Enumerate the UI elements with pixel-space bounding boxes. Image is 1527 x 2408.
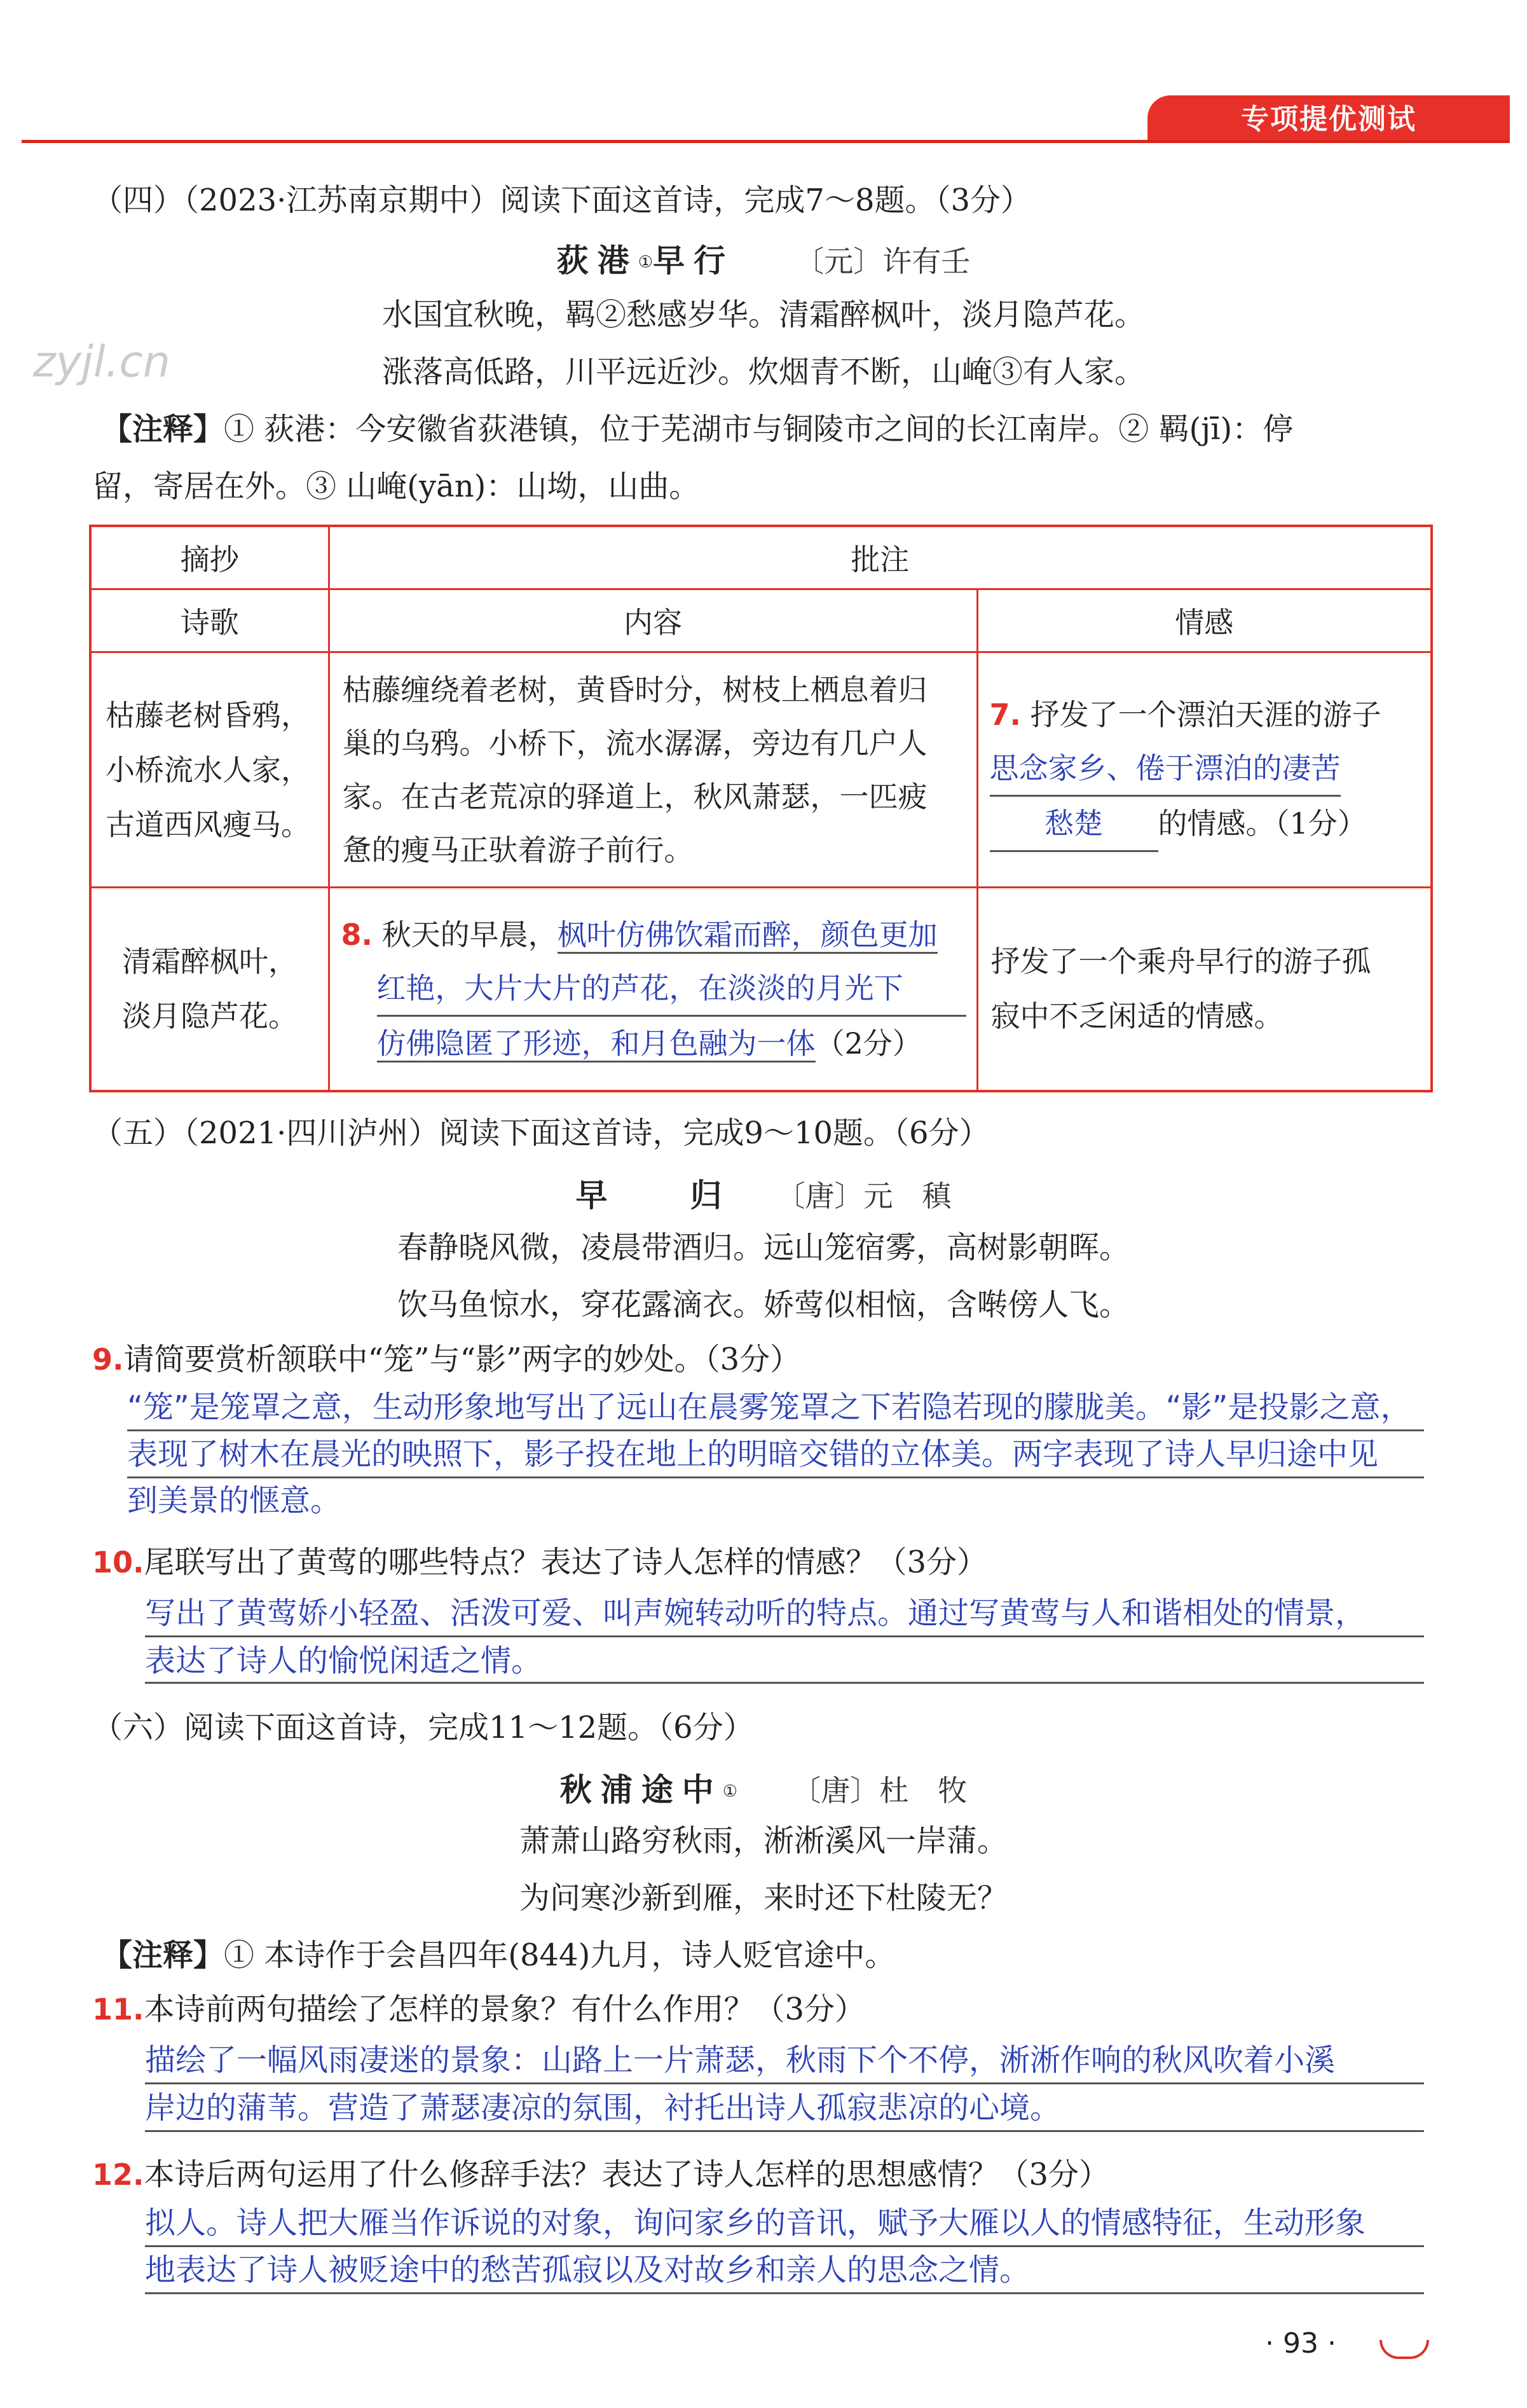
section4-poem-title-row xyxy=(0,235,1527,281)
question-number-11: 11. xyxy=(92,1992,144,2026)
poem-author: 〔唐〕杜 牧 xyxy=(791,1773,968,1808)
section4-note-line2: 留，寄居在外。③ 山崦(yān)：山坳，山曲。 xyxy=(92,469,700,504)
note-label: 【注释】 xyxy=(102,1937,224,1973)
poem-line-1: 萧萧山路穷秋雨，淅淅溪风一岸蒲。 xyxy=(519,1823,1008,1859)
footnote-mark: ① xyxy=(722,1782,738,1801)
question-text: 本诗前两句描绘了怎样的景象？有什么作用？（3分） xyxy=(144,1992,866,2027)
content-line: 枯藤缠绕着老树，黄昏时分，树枝上栖息着归 xyxy=(342,672,928,707)
table-row1-poem xyxy=(90,652,329,888)
section5-poem-title-row xyxy=(0,1170,1527,1216)
poem-title: 秋浦途中 xyxy=(559,1772,723,1808)
question-text: 本诗后两句运用了什么修辞手法？表达了诗人怎样的思想感情？（3分） xyxy=(144,2157,1110,2192)
question-number-7: 7. xyxy=(989,697,1021,732)
answer-underline xyxy=(145,2292,1424,2294)
question-11 xyxy=(92,1990,865,2028)
emotion-line: 抒发了一个乘舟早行的游子孤 xyxy=(990,944,1371,979)
annotation-table xyxy=(89,525,1433,1092)
question-text: 请简要赏析颔联中“笼”与“影”两字的妙处。（3分） xyxy=(123,1342,801,1377)
poem-line: 小桥流水人家， xyxy=(106,752,310,787)
answer-7-line1: 思念家乡、倦于漂泊的凄苦 xyxy=(989,750,1341,785)
content-line: 家。在古老荒凉的驿道上，秋风萧瑟，一匹疲 xyxy=(342,779,928,814)
question-10 xyxy=(92,1543,987,1581)
question-12 xyxy=(92,2156,1109,2194)
answer-11-line1: 描绘了一幅风雨凄迷的景象：山路上一片萧瑟，秋雨下个不停，淅淅作响的秋风吹着小溪 xyxy=(145,2042,1336,2078)
poem-line: 淡月隐芦花。 xyxy=(122,999,298,1034)
answer-underline xyxy=(145,2082,1424,2084)
poem-line: 枯藤老树昏鸦， xyxy=(106,698,310,733)
emotion-prefix: 抒发了一个漂泊天涯的游子 xyxy=(1030,697,1381,732)
answer-underline xyxy=(145,1635,1424,1637)
question-number-9: 9. xyxy=(92,1342,124,1377)
section5-heading: （五）（2021·四川泸州）阅读下面这首诗，完成9～10题。（6分） xyxy=(92,1115,990,1151)
answer-7-line2: 愁楚 xyxy=(1044,806,1103,841)
answer-underline xyxy=(127,1429,1424,1431)
note-text-1: ① 荻港：今安徽省荻港镇，位于芜湖市与铜陵市之间的长江南岸。② 羁(jī)：停 xyxy=(224,411,1294,447)
question-9 xyxy=(92,1340,800,1379)
poem-line-2: 饮马鱼惊水，穿花露滴衣。娇莺似相恼，含啭傍人飞。 xyxy=(397,1287,1130,1323)
answer-12-line1: 拟人。诗人把大雁当作诉说的对象，询问家乡的音讯，赋予大雁以人的情感特征，生动形象 xyxy=(145,2205,1366,2241)
section6-heading: （六）阅读下面这首诗，完成11～12题。（6分） xyxy=(92,1710,754,1745)
answer-10-line2: 表达了诗人的愉悦闲适之情。 xyxy=(145,1643,542,1679)
answer-12-line2: 地表达了诗人被贬途中的愁苦孤寂以及对故乡和亲人的思念之情。 xyxy=(145,2252,1031,2288)
answer-underline xyxy=(145,1682,1424,1684)
answer-8-line2: 红艳，大片大片的芦花，在淡淡的月光下 xyxy=(376,970,903,1005)
answer-9-line3: 到美景的惬意。 xyxy=(127,1483,341,1518)
table-subheader-content: 内容 xyxy=(329,589,977,652)
section4-heading: （四）（2023·江苏南京期中）阅读下面这首诗，完成7～8题。（3分） xyxy=(92,182,1032,218)
table-row1-content xyxy=(329,652,977,888)
question-number-10: 10. xyxy=(92,1545,144,1579)
page-number: · 93 · xyxy=(1265,2327,1336,2360)
content-score: （2分） xyxy=(815,1026,922,1061)
header-rule xyxy=(22,140,1509,143)
poem-title: 早 归 xyxy=(575,1177,748,1214)
answer-9-line2: 表现了树木在晨光的映照下，影子投在地上的明暗交错的立体美。两字表现了诗人早归途中见 xyxy=(127,1436,1379,1472)
answer-8-line1: 枫叶仿佛饮霜而醉，颜色更加 xyxy=(558,918,938,954)
poem-author: 〔唐〕元 稹 xyxy=(776,1179,952,1213)
section6-poem-title-row xyxy=(0,1765,1527,1810)
question-text: 尾联写出了黄莺的哪些特点？表达了诗人怎样的情感？（3分） xyxy=(144,1545,988,1580)
poem-line-2: 为问寒沙新到雁，来时还下杜陵无？ xyxy=(519,1880,1008,1916)
table-header-excerpt: 摘抄 xyxy=(90,526,329,589)
poem-title: 荻港 xyxy=(556,242,638,279)
answer-10-line1: 写出了黄莺娇小轻盈、活泼可爱、叫声婉转动听的特点。通过写黄莺与人和谐相处的情景， xyxy=(145,1595,1366,1631)
poem-author: 〔元〕许有壬 xyxy=(795,244,971,279)
section6-note xyxy=(102,1936,895,1974)
poem-line-1: 春静晓风微，凌晨带酒归。远山笼宿雾，高树影朝晖。 xyxy=(397,1230,1130,1265)
poem-line-2: 涨落高低路，川平远近沙。炊烟青不断，山崦③有人家。 xyxy=(381,354,1145,390)
table-subheader-poem: 诗歌 xyxy=(90,589,329,652)
answer-11-line2: 岸边的蒲苇。营造了萧瑟凄凉的氛围，衬托出诗人孤寂悲凉的心境。 xyxy=(145,2090,1061,2126)
table-row2-content xyxy=(329,888,977,1091)
question-number-12: 12. xyxy=(92,2157,144,2192)
note-label: 【注释】 xyxy=(102,411,224,447)
answer-underline xyxy=(127,1476,1424,1478)
watermark: zyjl.cn xyxy=(33,337,170,387)
content-line: 巢的乌鸦。小桥下，流水潺潺，旁边有几户人 xyxy=(342,726,928,760)
answer-underline xyxy=(145,2245,1424,2247)
poem-title-rest: 早行 xyxy=(653,242,735,279)
question-number-8: 8. xyxy=(341,917,373,952)
header-section-tab: 专项提优测试 xyxy=(1147,95,1510,143)
content-prefix: 秋天的早晨， xyxy=(381,917,558,952)
table-row2-emotion xyxy=(977,888,1432,1091)
emotion-suffix: 的情感。（1分） xyxy=(1158,806,1367,841)
table-row1-emotion xyxy=(977,652,1432,888)
poem-line-1: 水国宜秋晚，羁②愁感岁华。清霜醉枫叶，淡月隐芦花。 xyxy=(381,297,1145,333)
note-text: ① 本诗作于会昌四年(844)九月，诗人贬官途中。 xyxy=(224,1937,896,1973)
page-number-decoration xyxy=(1380,2340,1429,2359)
answer-8-line3: 仿佛隐匿了形迹，和月色融为一体 xyxy=(377,1026,816,1063)
answer-underline xyxy=(145,2130,1424,2132)
table-header-comment: 批注 xyxy=(329,526,1432,589)
poem-line: 古道西风瘦马。 xyxy=(106,807,310,842)
table-row2-poem xyxy=(90,888,329,1091)
table-subheader-emotion: 情感 xyxy=(977,589,1432,652)
section4-note-line1 xyxy=(102,410,1293,448)
footnote-mark: ① xyxy=(638,252,654,272)
emotion-line: 寂中不乏闲适的情感。 xyxy=(990,999,1284,1034)
answer-9-line1: “笼”是笼罩之意，生动形象地写出了远山在晨雾笼罩之下若隐若现的朦胧美。“影”是投影之意， xyxy=(127,1389,1411,1425)
content-line: 惫的瘦马正驮着游子前行。 xyxy=(342,832,694,867)
poem-line: 清霜醉枫叶， xyxy=(122,944,298,979)
